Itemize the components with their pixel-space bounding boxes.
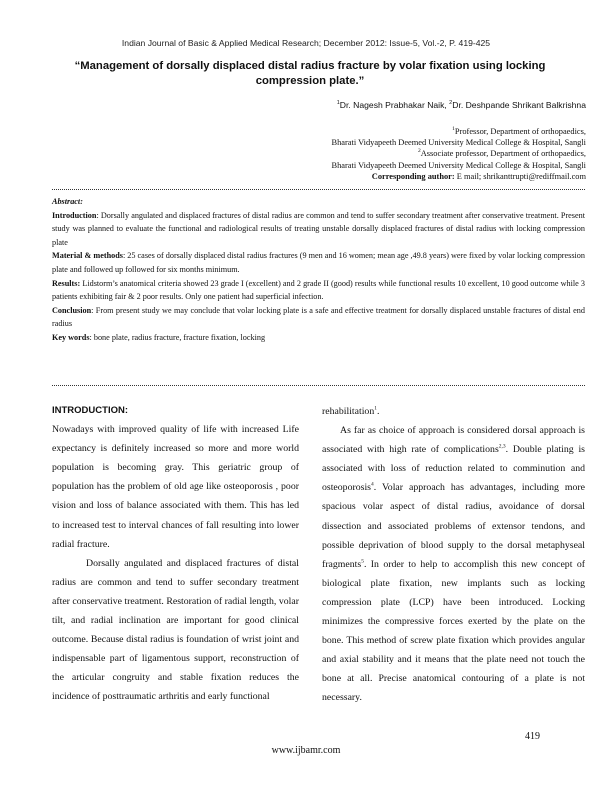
journal-header: Indian Journal of Basic & Applied Medical Research; December 2012: Issue-5, Vol.-2, P. 419-425 bbox=[121, 38, 491, 48]
right-paragraph-2: As far as choice of approach is considered dorsal approach is associated with high rate of complications$^{2,3}$. Double plating is associated with loss of reduction related to comminution and osteoporosis$^4$. Volar approach has advantages, including more spacious volar aspect of distal radius, avoidance of dorsal dissection and associated problems of extensor tendons, and possible deprivation of blood supply to the dorsal metaphyseal fragments$^5$. In order to help to accomplish this new concept of biological plate fixation, new implants such as locking compression plate (LCP) have been introduced. Locking minimizes the compressive forces exerted by the plate on the bone. This method of screw plate fixation which provides angular and axial stability and it means that the plate need not touch the bone at all. Precise anatomical contouring of a plate is not necessary. bbox=[322, 425, 585, 704]
abstract-heading: Abstract: bbox=[52, 197, 83, 206]
abstract-keywords: Key words: bone plate, radius fracture, fracture fixation, locking bbox=[52, 332, 266, 342]
left-column bbox=[52, 401, 299, 707]
right-column bbox=[322, 402, 585, 708]
corresponding-author-email: E mail; shrikanttrupti@rediffmail.com bbox=[454, 171, 586, 181]
affiliation-line-4: Bharati Vidyapeeth Deemed University Medical College & Hospital, Sangli bbox=[331, 160, 586, 170]
abstract-results: Results: Lidstorm’s anatomical criteria showed 23 grade I (excellent) and 2 grade II (good) results while functional results 10 excellent, 10 good outcome while 3 patients exhibiting fair & 2 poor results. Only one patient had superficial infection. bbox=[52, 278, 585, 302]
right-paragraph-1: rehabilitation$^1$. bbox=[322, 405, 380, 417]
abstract-methods: Material & methods: 25 cases of dorsally displaced distal radius fractures (9 men and 16 women; mean age ,49.8 years) were fixed by volar locking compression plate and followed up followed for six months minimum. bbox=[52, 251, 585, 274]
corresponding-author bbox=[332, 171, 587, 182]
divider-bottom bbox=[52, 385, 585, 386]
corresponding-author-label: Corresponding author: bbox=[371, 171, 455, 181]
affiliation-line-3: $^2$Associate professor, Department of orthopaedics, bbox=[417, 148, 586, 159]
abstract-introduction: Introduction: Dorsally angulated and displaced fractures of distal radius are common and tend to suffer secondary treatment after conservative treatment. Present study was planned to evaluate the functional and radiological results of treating unstable dorsally displaced fractures of distal radius with locking compression plate bbox=[52, 210, 585, 247]
author-1: Dr. Nagesh Prabhakar Naik, bbox=[339, 100, 450, 110]
affiliation-1-superscript: 1 bbox=[452, 126, 455, 133]
abstract-conclusion: Conclusion: From present study we may conclude that volar locking plate is a safe and effective treatment for dorsally displaced unstable fractures of distal end radius bbox=[52, 305, 585, 329]
left-paragraph-1: Nowadays with improved quality of life with increased Life expectancy is definitely increased so more and more world population is becoming gray. This geriatric group of population has the problem of old age like osteoporosis , poor vision and loss of balance associated with them. This has led to increased test to interval chances of fall resulting into lower radial fracture. bbox=[52, 424, 299, 550]
introduction-heading: INTRODUCTION: bbox=[52, 405, 128, 416]
affiliation-line-2: Bharati Vidyapeeth Deemed University Medical College & Hospital, Sangli bbox=[331, 138, 586, 148]
affiliation-line-1: $^1$Professor, Department of orthopaedics, bbox=[452, 126, 586, 136]
author-2: Dr. Deshpande Shrikant Balkrishna bbox=[452, 100, 586, 110]
author-2-superscript: 2 bbox=[449, 100, 453, 107]
authors-line bbox=[337, 100, 586, 110]
affiliation-3-superscript: 2 bbox=[417, 148, 421, 155]
divider-top bbox=[52, 189, 585, 190]
affiliations bbox=[332, 126, 587, 182]
page-number: 419 bbox=[525, 731, 540, 742]
paper-title: “Management of dorsally displaced distal radius fracture by volar fixation using locking compression plate.” bbox=[74, 60, 546, 87]
left-paragraph-2: Dorsally angulated and displaced fractures of distal radius are common and tend to suffer secondary treatment after conservative treatment. Restoration of radial length, volar tilt, and radial inclination are important for good clinical outcome. Because distal radius is foundation of wrist joint and indispensable part of ligamentous support, reconstruction of the articular congruity and stable fixation reduces the incidence of posttraumatic arthritis and early functional bbox=[52, 557, 299, 703]
footer-url: www.ijbamr.com bbox=[271, 745, 341, 756]
author-1-superscript: 1 bbox=[336, 100, 340, 107]
abstract-block bbox=[52, 195, 585, 345]
